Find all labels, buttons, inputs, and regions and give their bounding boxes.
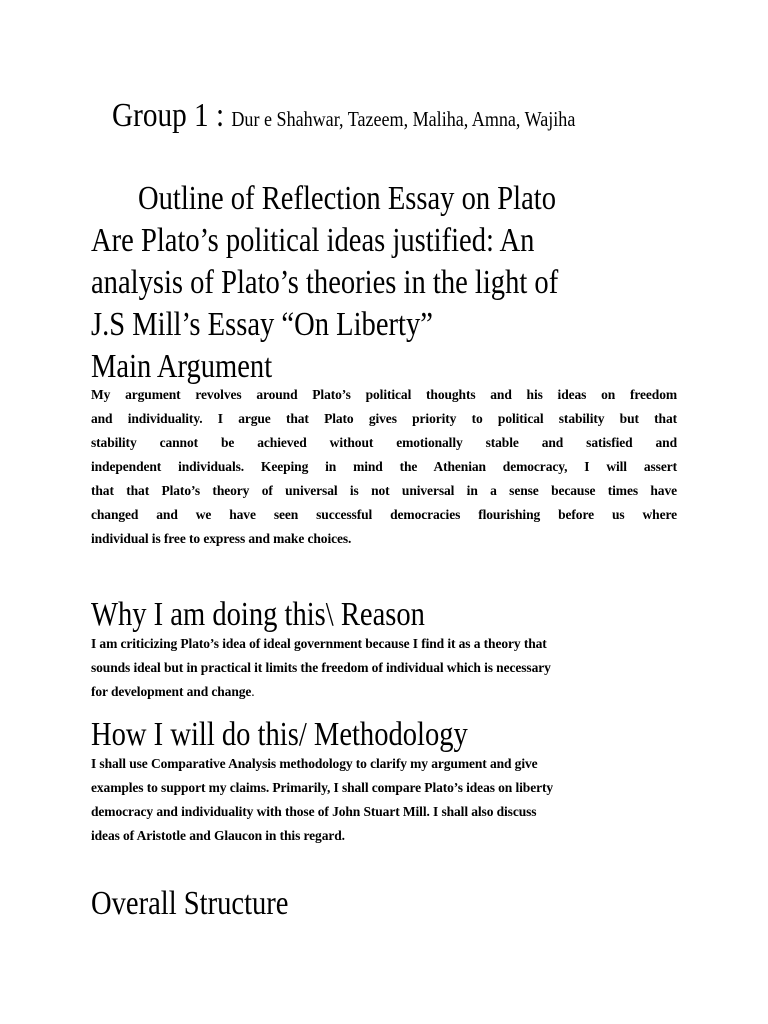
reason-line: I am criticizing Plato’s idea of ideal government because I find it as a theory that — [91, 636, 547, 651]
reason-line-text: for development and change — [91, 684, 252, 699]
main-argument-paragraph — [91, 383, 677, 551]
group-header — [112, 96, 575, 139]
methodology-line: I shall use Comparative Analysis methodology to clarify my argument and give — [91, 756, 538, 771]
methodology-line: examples to support my claims. Primarily, I shall compare Plato’s ideas on liberty — [91, 780, 554, 795]
main-argument-line: that that Plato’s theory of universal is not universal in a sense because times have — [91, 483, 677, 498]
group-label: Group 1 : — [112, 97, 232, 134]
essay-question-line-1: Are Plato’s political ideas justified: An — [91, 222, 535, 259]
reason-trailing-dot: . — [251, 684, 255, 699]
main-argument-line: stability cannot be achieved without emotionally stable and satisfied and — [91, 435, 677, 450]
essay-question-line-2: analysis of Plato’s theories in the light of — [91, 264, 559, 301]
main-argument-line: and individuality. I argue that Plato gives priority to political stability but that — [91, 411, 677, 426]
reason-line-last — [91, 680, 677, 704]
reason-heading: Why I am doing this\ Reason — [91, 596, 425, 633]
main-argument-line: individual is free to express and make choices. — [91, 531, 352, 546]
essay-question-line-3: J.S Mill’s Essay “On Liberty” — [91, 306, 433, 343]
reason-line: sounds ideal but in practical it limits the freedom of individual which is necessary — [91, 660, 551, 675]
methodology-line: democracy and individuality with those of John Stuart Mill. I shall also discuss — [91, 804, 537, 819]
methodology-paragraph — [91, 752, 677, 848]
main-argument-line: changed and we have seen successful democracies flourishing before us where — [91, 507, 677, 522]
document-title: Outline of Reflection Essay on Plato — [138, 180, 557, 217]
methodology-heading: How I will do this/ Methodology — [91, 716, 468, 753]
group-members: Dur e Shahwar, Tazeem, Maliha, Amna, Wajiha — [231, 107, 576, 131]
reason-paragraph — [91, 632, 677, 704]
main-argument-line: My argument revolves around Plato’s political thoughts and his ideas on freedom — [91, 387, 677, 402]
main-argument-heading: Main Argument — [91, 348, 273, 385]
overall-structure-heading: Overall Structure — [91, 885, 289, 922]
methodology-line: ideas of Aristotle and Glaucon in this regard. — [91, 828, 345, 843]
main-argument-line: independent individuals. Keeping in mind the Athenian democracy, I will assert — [91, 459, 677, 474]
